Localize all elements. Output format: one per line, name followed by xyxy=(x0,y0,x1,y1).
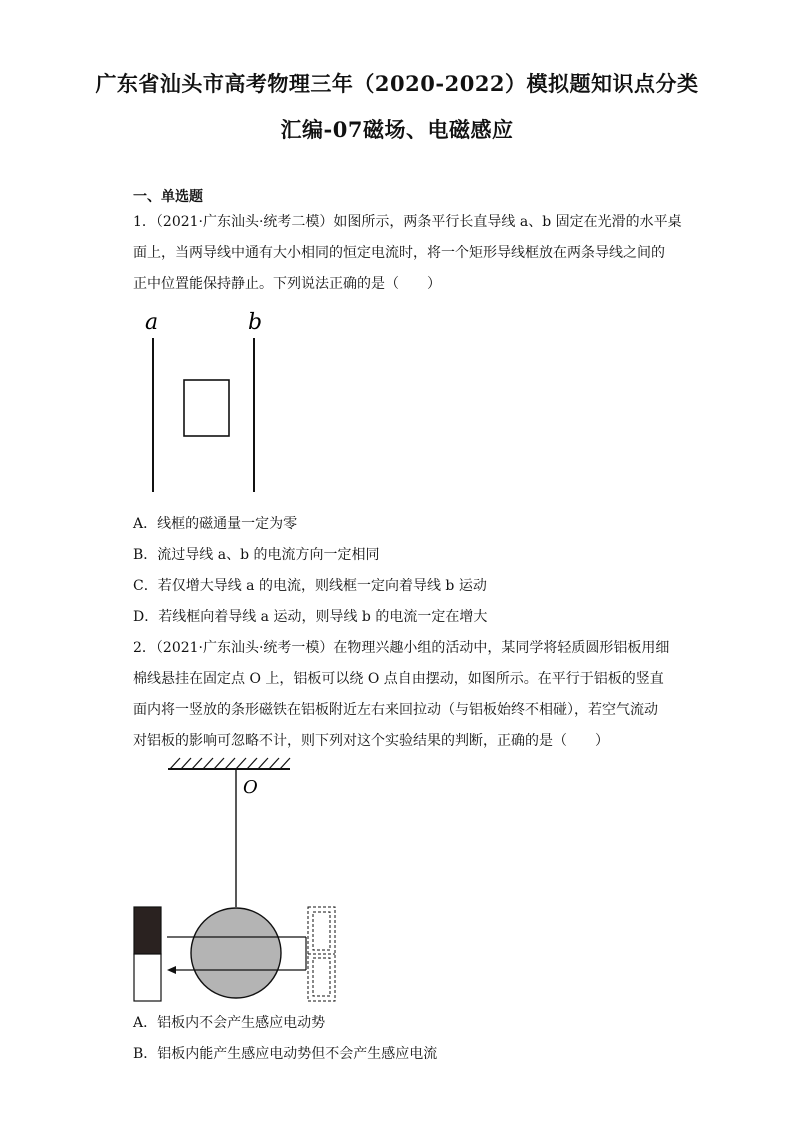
q2-option-b: B．铝板内能产生感应电动势但不会产生感应电流 xyxy=(133,1046,438,1062)
q2-option-a: A．铝板内不会产生感应电动势 xyxy=(133,1015,326,1031)
section-heading: 一、单选题 xyxy=(133,189,203,205)
magnet-north-half xyxy=(134,907,161,954)
ceiling-hatching xyxy=(170,758,290,769)
wire-b-label: b xyxy=(248,310,263,335)
q1-figure-parallel-wires xyxy=(130,305,280,500)
q1-option-c: C．若仅增大导线 a 的电流，则线框一定向着导线 b 运动 xyxy=(133,578,487,594)
q1-line-3: 正中位置能保持静止。下列说法正确的是（ ） xyxy=(133,276,441,292)
title-line-1: 广东省汕头市高考物理三年（2020-2022）模拟题知识点分类 xyxy=(95,71,699,96)
magnet-south-half xyxy=(134,954,161,1001)
q1-option-a: A．线框的磁通量一定为零 xyxy=(133,516,298,532)
rectangular-wire-frame xyxy=(184,380,229,436)
aluminium-plate xyxy=(191,908,281,998)
q2-line-4: 对铝板的影响可忽略不计，则下列对这个实验结果的判断，正确的是（ ） xyxy=(133,733,609,749)
q1-option-b: B．流过导线 a、b 的电流方向一定相同 xyxy=(133,547,380,563)
q2-line-2: 棉线悬挂在固定点 O 上，铝板可以绕 O 点自由摆动，如图所示。在平行于铝板的竖直 xyxy=(133,671,664,687)
magnet-dashed-position xyxy=(308,907,335,1001)
pivot-o-label: O xyxy=(243,777,258,798)
q2-line-3: 面内将一竖放的条形磁铁在铝板附近左右来回拉动（与铝板始终不相碰），若空气流动 xyxy=(133,702,658,718)
q2-figure-pendulum-magnet xyxy=(128,755,358,1007)
title-line-2: 汇编-07磁场、电磁感应 xyxy=(280,117,514,142)
q1-line-2: 面上，当两导线中通有大小相同的恒定电流时，将一个矩形导线框放在两条导线之间的 xyxy=(133,245,665,261)
q2-line-1: 2．（2021·广东汕头·统考一模）在物理兴趣小组的活动中，某同学将轻质圆形铝板用细 xyxy=(133,640,670,656)
arrow-left-icon xyxy=(167,966,176,974)
q1-line-1: 1．（2021·广东汕头·统考二模）如图所示，两条平行长直导线 a、b 固定在光滑的水平桌 xyxy=(133,214,682,230)
q1-option-d: D．若线框向着导线 a 运动，则导线 b 的电流一定在增大 xyxy=(133,609,488,625)
wire-a-label: a xyxy=(145,310,159,335)
